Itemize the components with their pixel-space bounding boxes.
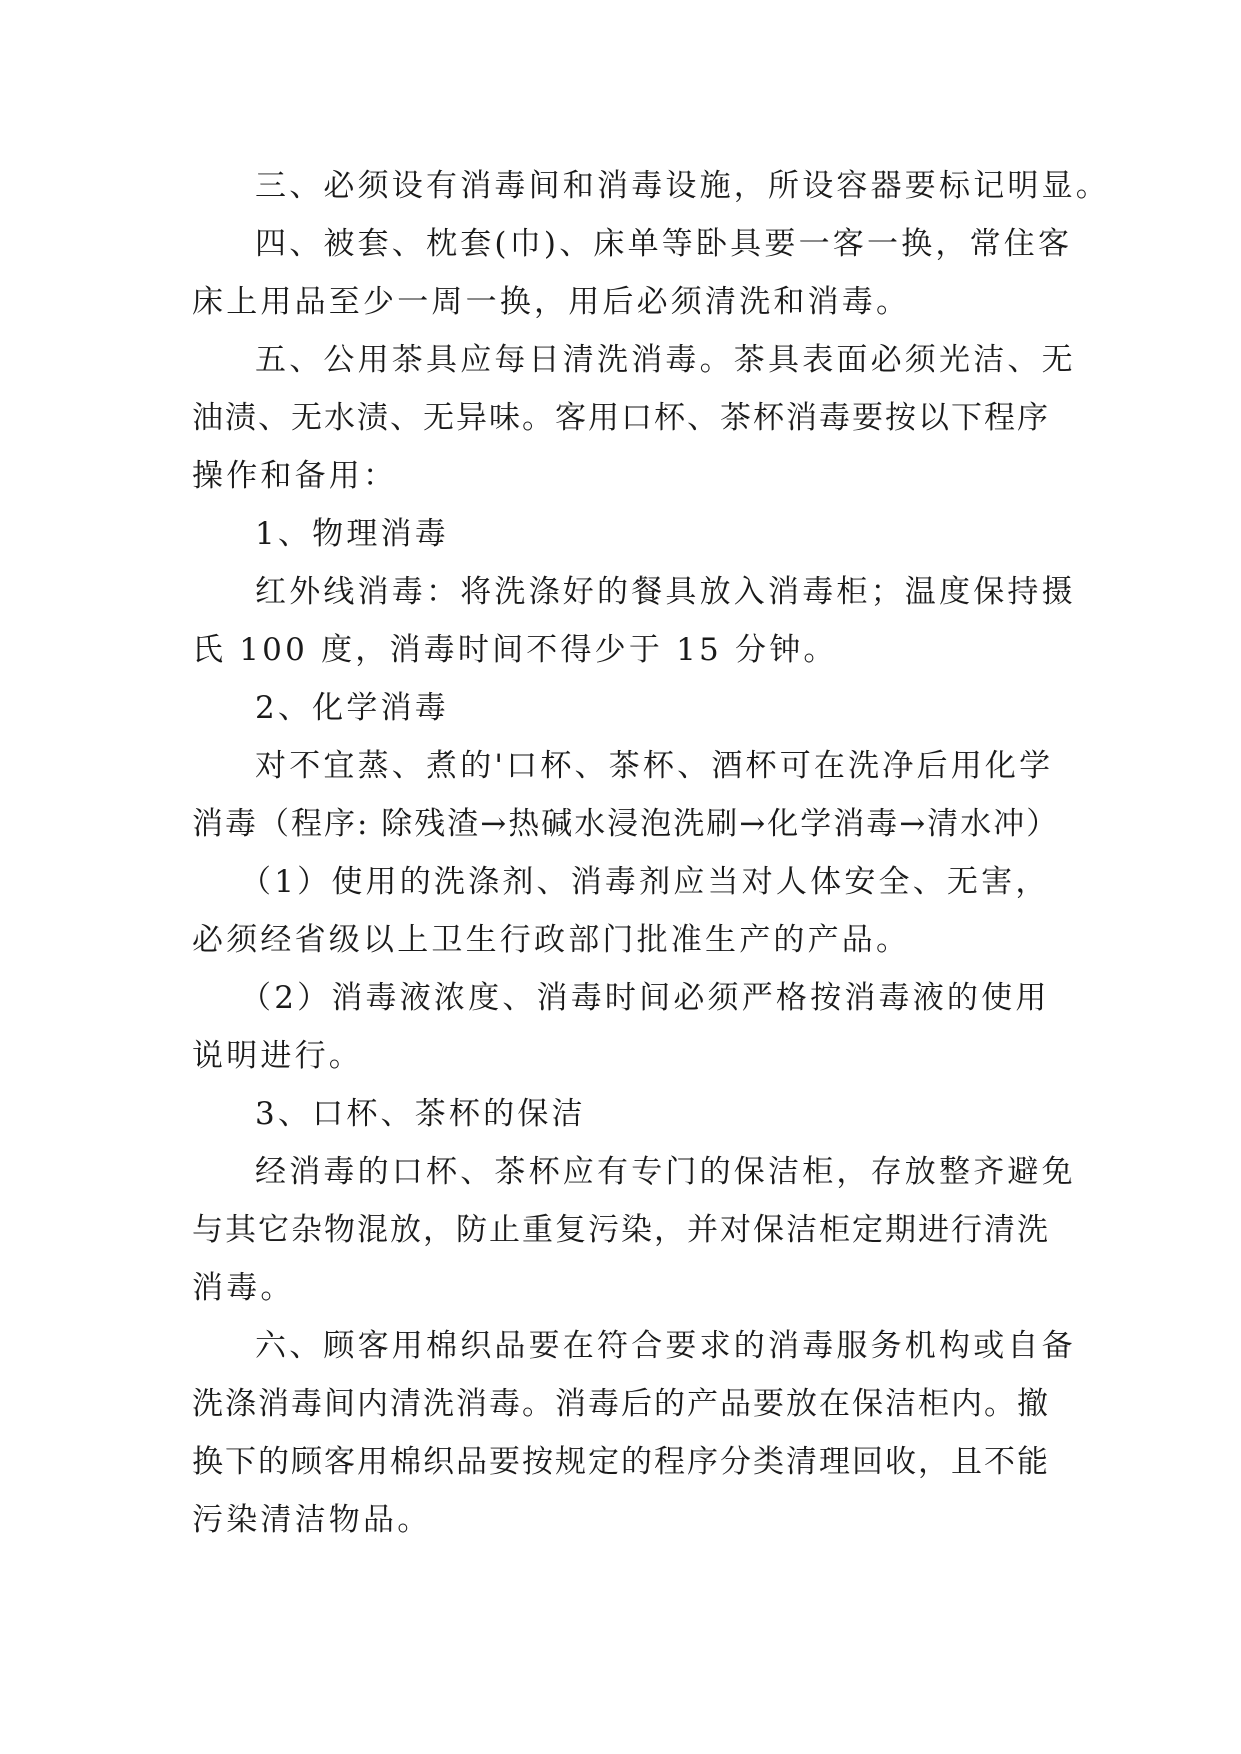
item-2 [0,969,1241,1027]
heading-physical-disinfection [0,505,1241,563]
text-line: 说明进行。 [192,1038,363,1074]
text-line: 床上用品至少一周一换，用后必须清洗和消毒。 [192,284,911,320]
text-line: 消毒（程序: 除残渣→热碱水浸泡洗刷→化学消毒→清水冲） [192,806,1060,842]
text-line: 经消毒的口杯、茶杯应有专门的保洁柜，存放整齐避免 [255,1154,1076,1190]
text-line: 与其它杂物混放，防止重复污染，并对保洁柜定期进行清洗 [192,1212,1050,1248]
item-1 [0,853,1241,911]
paragraph-chemical [0,737,1241,795]
paragraph-5 [0,331,1241,389]
paragraph-4-cont [0,273,1241,331]
text-line: （2）消毒液浓度、消毒时间必须严格按消毒液的使用 [240,980,1050,1016]
paragraph-5-cont [0,389,1241,447]
heading-cup-cleaning [0,1085,1241,1143]
text-line: （1）使用的洗涤剂、消毒剂应当对人体安全、无害， [240,864,1050,900]
paragraph-infrared [0,563,1241,621]
paragraph-chemical-cont [0,795,1241,853]
text-line: 操作和备用： [192,458,398,494]
item-2-cont [0,1027,1241,1085]
paragraph-3 [0,157,1241,215]
text-line: 对不宜蒸、煮的'口杯、茶杯、酒杯可在洗净后用化学 [255,748,1054,784]
text-line: 换下的顾客用棉织品要按规定的程序分类清理回收，且不能 [192,1444,1050,1480]
paragraph-6-cont [0,1375,1241,1433]
item-1-cont [0,911,1241,969]
text-line: 六、顾客用棉织品要在符合要求的消毒服务机构或自备 [255,1328,1076,1364]
paragraph-cup-cleaning [0,1143,1241,1201]
text-line: 洗涤消毒间内清洗消毒。消毒后的产品要放在保洁柜内。撤 [192,1386,1050,1422]
text-line: 2、化学消毒 [255,690,449,726]
text-line: 氏 100 度，消毒时间不得少于 15 分钟。 [192,632,838,668]
text-line: 四、被套、枕套(巾)、床单等卧具要一客一换，常住客 [255,226,1073,262]
heading-chemical-disinfection [0,679,1241,737]
paragraph-infrared-cont [0,621,1241,679]
paragraph-cup-cleaning-cont [0,1201,1241,1259]
paragraph-6 [0,1317,1241,1375]
text-line: 红外线消毒：将洗涤好的餐具放入消毒柜；温度保持摄 [255,574,1076,610]
text-line: 三、必须设有消毒间和消毒设施，所设容器要标记明显。 [255,168,1110,204]
paragraph-cup-cleaning-cont [0,1259,1241,1317]
paragraph-6-cont [0,1433,1241,1491]
paragraph-4 [0,215,1241,273]
text-line: 油渍、无水渍、无异味。客用口杯、茶杯消毒要按以下程序 [192,400,1050,436]
text-line: 污染清洁物品。 [192,1502,432,1538]
text-line: 必须经省级以上卫生行政部门批准生产的产品。 [192,922,911,958]
paragraph-6-cont [0,1491,1241,1549]
text-line: 消毒。 [192,1270,295,1306]
text-line: 五、公用茶具应每日清洗消毒。茶具表面必须光洁、无 [255,342,1076,378]
text-line: 1、物理消毒 [255,516,449,552]
text-line: 3、口杯、茶杯的保洁 [255,1096,586,1132]
paragraph-5-cont [0,447,1241,505]
